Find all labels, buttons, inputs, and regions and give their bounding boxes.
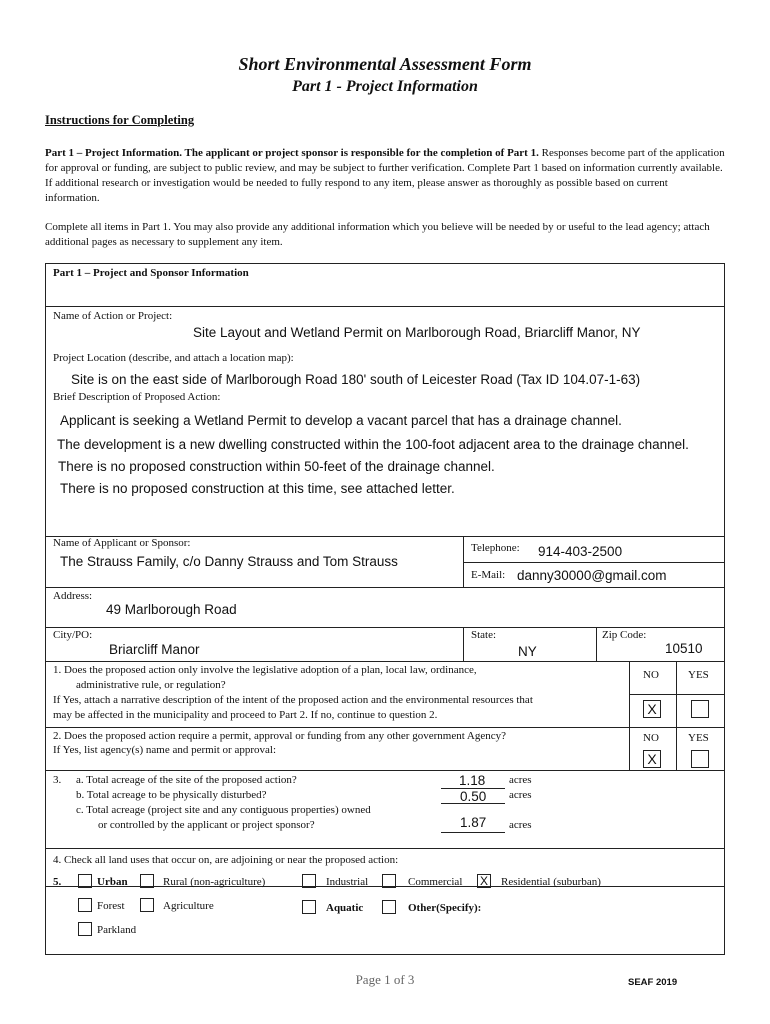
urban-label: Urban	[97, 876, 128, 888]
applicant-field[interactable]: The Strauss Family, c/o Danny Strauss and Tom Strauss	[60, 554, 398, 569]
project-location-field[interactable]: Site is on the east side of Marlborough Road 180' south of Leicester Road (Tax ID 104.07-1-63)	[71, 372, 641, 387]
section-heading: Part 1 – Project and Sponsor Information	[53, 267, 249, 279]
instructions-paragraph-1	[45, 146, 725, 206]
city-label: City/PO:	[53, 629, 93, 641]
residential-checkbox[interactable]: X	[477, 874, 491, 888]
commercial-checkbox[interactable]	[382, 874, 396, 888]
page-number: Page 1 of 3	[355, 972, 415, 987]
q1-yes-checkbox[interactable]	[691, 700, 709, 718]
q2-text: If Yes, list agency(s) name and permit or approval:	[53, 744, 276, 756]
q3b-label: b. Total acreage to be physically disturbed?	[76, 789, 267, 801]
q3c-label: or controlled by the applicant or project sponsor?	[98, 819, 315, 831]
urban-checkbox[interactable]	[78, 874, 92, 888]
commercial-label: Commercial	[408, 876, 463, 888]
rural-checkbox[interactable]	[140, 874, 154, 888]
q2-yes-label: YES	[688, 732, 709, 744]
part1-form-table	[45, 263, 725, 955]
city-field[interactable]: Briarcliff Manor	[109, 642, 200, 657]
form-code: SEAF 2019	[628, 977, 678, 988]
email-field[interactable]: danny30000@gmail.com	[517, 568, 667, 583]
zip-field[interactable]: 10510	[665, 641, 703, 656]
q3a-label: a. Total acreage of the site of the proposed action?	[76, 774, 297, 786]
q1-text: may be affected in the municipality and proceed to Part 2. If no, continue to question 2.	[53, 709, 438, 721]
instructions-p1-rest: Responses become part of the application for approval or funding, are subject to public review, and may be subject to further verification. Complete Part 1 based on information currently available. If additional research or investigation would be needed to fully respond to any item, please answer as thoroughly as possible based on current information.	[45, 147, 725, 204]
forest-label: Forest	[97, 900, 125, 912]
project-name-label: Name of Action or Project:	[53, 310, 173, 322]
agriculture-label: Agriculture	[163, 900, 214, 912]
q1-text: administrative rule, or regulation?	[76, 679, 226, 691]
address-field[interactable]: 49 Marlborough Road	[106, 602, 237, 617]
description-line[interactable]: The development is a new dwelling constructed within the 100-foot adjacent area to the drainage channel.	[57, 437, 689, 452]
q3a-field[interactable]: 1.18	[459, 773, 486, 788]
instructions-heading: Instructions for Completing	[45, 113, 195, 127]
telephone-label: Telephone:	[471, 542, 520, 554]
residential-label: Residential (suburban)	[501, 876, 601, 888]
q1-text: If Yes, attach a narrative description of the intent of the proposed action and the environmental resources that	[53, 694, 533, 706]
forest-checkbox[interactable]	[78, 898, 92, 912]
q1-text: 1. Does the proposed action only involve the legislative adoption of a plan, local law, ordinance,	[53, 664, 477, 676]
q3c-unit: acres	[509, 819, 532, 831]
description-label: Brief Description of Proposed Action:	[53, 391, 221, 403]
form-subtitle: Part 1 - Project Information	[292, 78, 478, 95]
q3b-unit: acres	[509, 789, 532, 801]
address-label: Address:	[53, 590, 93, 602]
description-line[interactable]: Applicant is seeking a Wetland Permit to develop a vacant parcel that has a drainage channel.	[60, 413, 622, 428]
q3c-label: c. Total acreage (project site and any contiguous properties) owned	[76, 804, 371, 816]
q3b-field[interactable]: 0.50	[460, 789, 487, 804]
q1-no-checkbox[interactable]: X	[643, 700, 661, 718]
form-title: Short Environmental Assessment Form	[238, 54, 532, 74]
telephone-field[interactable]: 914-403-2500	[538, 544, 623, 559]
state-field[interactable]: NY	[518, 644, 537, 659]
other-label: Other(Specify):	[408, 902, 482, 914]
project-name-field[interactable]: Site Layout and Wetland Permit on Marlborough Road, Briarcliff Manor, NY	[193, 325, 641, 340]
q2-no-label: NO	[643, 732, 659, 744]
agriculture-checkbox[interactable]	[140, 898, 154, 912]
q1-no-label: NO	[643, 669, 659, 681]
q3-number: 3.	[53, 774, 62, 786]
project-location-label: Project Location (describe, and attach a location map):	[53, 352, 294, 364]
aquatic-checkbox[interactable]	[302, 900, 316, 914]
q4-text: 4. Check all land uses that occur on, are adjoining or near the proposed action:	[53, 854, 399, 866]
other-checkbox[interactable]	[382, 900, 396, 914]
aquatic-label: Aquatic	[326, 902, 364, 914]
parkland-label: Parkland	[97, 924, 137, 936]
email-label: E-Mail:	[471, 569, 506, 581]
q2-yes-checkbox[interactable]	[691, 750, 709, 768]
industrial-label: Industrial	[326, 876, 369, 888]
rural-label: Rural (non-agriculture)	[163, 876, 266, 888]
q1-yes-label: YES	[688, 669, 709, 681]
instructions-paragraph-2: Complete all items in Part 1. You may also provide any additional information which you believe will be needed by or useful to the lead agency; attach additional pages as necessary to supplement any item.	[45, 221, 710, 248]
q2-text: 2. Does the proposed action require a permit, approval or funding from any other government Agency?	[53, 730, 506, 742]
description-line[interactable]: There is no proposed construction at this time, see attached letter.	[60, 481, 455, 496]
description-line[interactable]: There is no proposed construction within 50-feet of the drainage channel.	[58, 459, 495, 474]
parkland-checkbox[interactable]	[78, 922, 92, 936]
q3a-unit: acres	[509, 774, 532, 786]
instructions-p1-bold: Part 1 – Project Information. The applicant or project sponsor is responsible for the completion of Part 1.	[45, 147, 539, 159]
state-label: State:	[471, 629, 497, 641]
zip-label: Zip Code:	[602, 629, 647, 641]
industrial-checkbox[interactable]	[302, 874, 316, 888]
q3c-field[interactable]: 1.87	[460, 815, 487, 830]
q5-number: 5.	[53, 876, 62, 888]
q2-no-checkbox[interactable]: X	[643, 750, 661, 768]
applicant-label: Name of Applicant or Sponsor:	[53, 537, 191, 549]
